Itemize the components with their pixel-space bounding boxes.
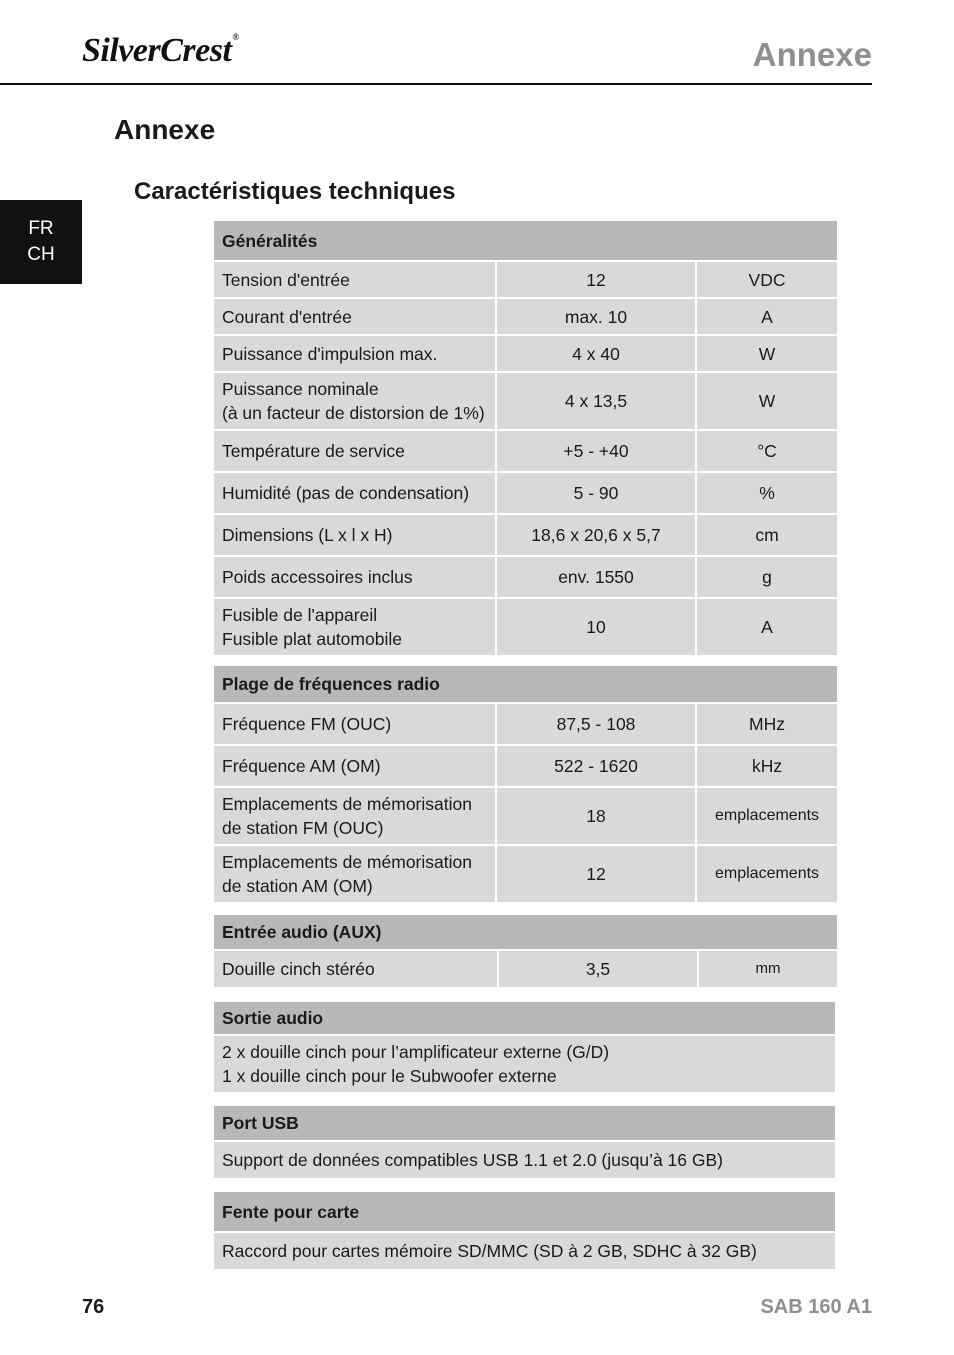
spec-value: 4 x 13,5 [496,372,696,430]
spec-value: 3,5 [498,950,698,988]
spec-unit: A [696,298,838,335]
table-heading: Entrée audio (AUX) [213,914,838,950]
card-slot-table [212,1190,837,1271]
spec-label: Fréquence AM (OM) [213,745,496,787]
page-title: Annexe [114,114,216,145]
spec-unit: W [696,372,838,430]
table-row [213,514,838,556]
table-heading: Sortie audio [213,1001,836,1035]
spec-unit: emplacements [696,845,838,903]
spec-label: Humidité (pas de condensation) [213,472,496,514]
spec-label: Emplacements de mémorisation de station AM (OM) [213,845,496,903]
general-specs-table [212,219,839,657]
spec-label: Température de service [213,430,496,472]
spec-label: Courant d'entrée [213,298,496,335]
table-row [213,298,838,335]
spec-label: Poids accessoires inclus [213,556,496,598]
spec-unit: emplacements [696,787,838,845]
table-row [213,335,838,372]
spec-label: Puissance nominale (à un facteur de distorsion de 1%) [213,372,496,430]
model-number: SAB 160 A1 [760,1296,872,1318]
section-title: Caractéristiques techniques [134,178,456,205]
spec-unit: MHz [696,703,838,745]
language-code-ch: CH [27,244,55,265]
spec-unit: A [696,598,838,656]
table-row [213,372,838,430]
registered-mark: ® [232,32,239,42]
spec-value: 18 [496,787,696,845]
spec-value: 4 x 40 [496,335,696,372]
spec-unit: °C [696,430,838,472]
usb-port-table [212,1104,837,1180]
spec-label: Fréquence FM (OUC) [213,703,496,745]
spec-label: Douille cinch stéréo [213,950,498,988]
language-tab [0,200,82,284]
spec-value: 10 [496,598,696,656]
language-code-fr: FR [28,218,54,239]
table-row [213,556,838,598]
spec-unit: mm [698,950,838,988]
table-heading: Plage de fréquences radio [213,665,838,703]
table-row [213,745,838,787]
brand-logo [82,32,239,70]
spec-label: Tension d'entrée [213,261,496,298]
spec-label: Dimensions (L x l x H) [213,514,496,556]
table-row [213,950,838,988]
spec-value: env. 1550 [496,556,696,598]
spec-unit: kHz [696,745,838,787]
table-row [213,598,838,656]
radio-specs-table [212,664,839,904]
header-title: Annexe [752,36,872,73]
spec-label: Puissance d'impulsion max. [213,335,496,372]
audio-output-table [212,1000,837,1094]
table-heading: Port USB [213,1105,836,1141]
spec-value: 12 [496,845,696,903]
aux-specs-table [212,913,839,989]
table-row [213,430,838,472]
table-row [213,845,838,903]
table-heading: Généralités [213,220,838,261]
spec-value: 5 - 90 [496,472,696,514]
table-row [213,472,838,514]
spec-text: Raccord pour cartes mémoire SD/MMC (SD à 2 GB, SDHC à 32 GB) [213,1232,836,1270]
spec-value: max. 10 [496,298,696,335]
table-row [213,261,838,298]
spec-value: 18,6 x 20,6 x 5,7 [496,514,696,556]
spec-value: 12 [496,261,696,298]
spec-unit: g [696,556,838,598]
spec-value: 522 - 1620 [496,745,696,787]
spec-value: 87,5 - 108 [496,703,696,745]
page-number: 76 [82,1296,105,1318]
header-rule [0,83,872,85]
spec-text: Support de données compatibles USB 1.1 et 2.0 (jusqu’à 16 GB) [213,1141,836,1179]
spec-unit: % [696,472,838,514]
spec-unit: W [696,335,838,372]
table-row [213,703,838,745]
spec-text: 2 x douille cinch pour l’amplificateur externe (G/D) 1 x douille cinch pour le Subwoofer externe [213,1035,836,1093]
brand-name: SilverCrest [82,32,232,69]
spec-label: Fusible de l'appareil Fusible plat automobile [213,598,496,656]
spec-value: +5 - +40 [496,430,696,472]
spec-unit: cm [696,514,838,556]
table-row [213,787,838,845]
spec-label: Emplacements de mémorisation de station FM (OUC) [213,787,496,845]
spec-unit: VDC [696,261,838,298]
table-heading: Fente pour carte [213,1191,836,1232]
